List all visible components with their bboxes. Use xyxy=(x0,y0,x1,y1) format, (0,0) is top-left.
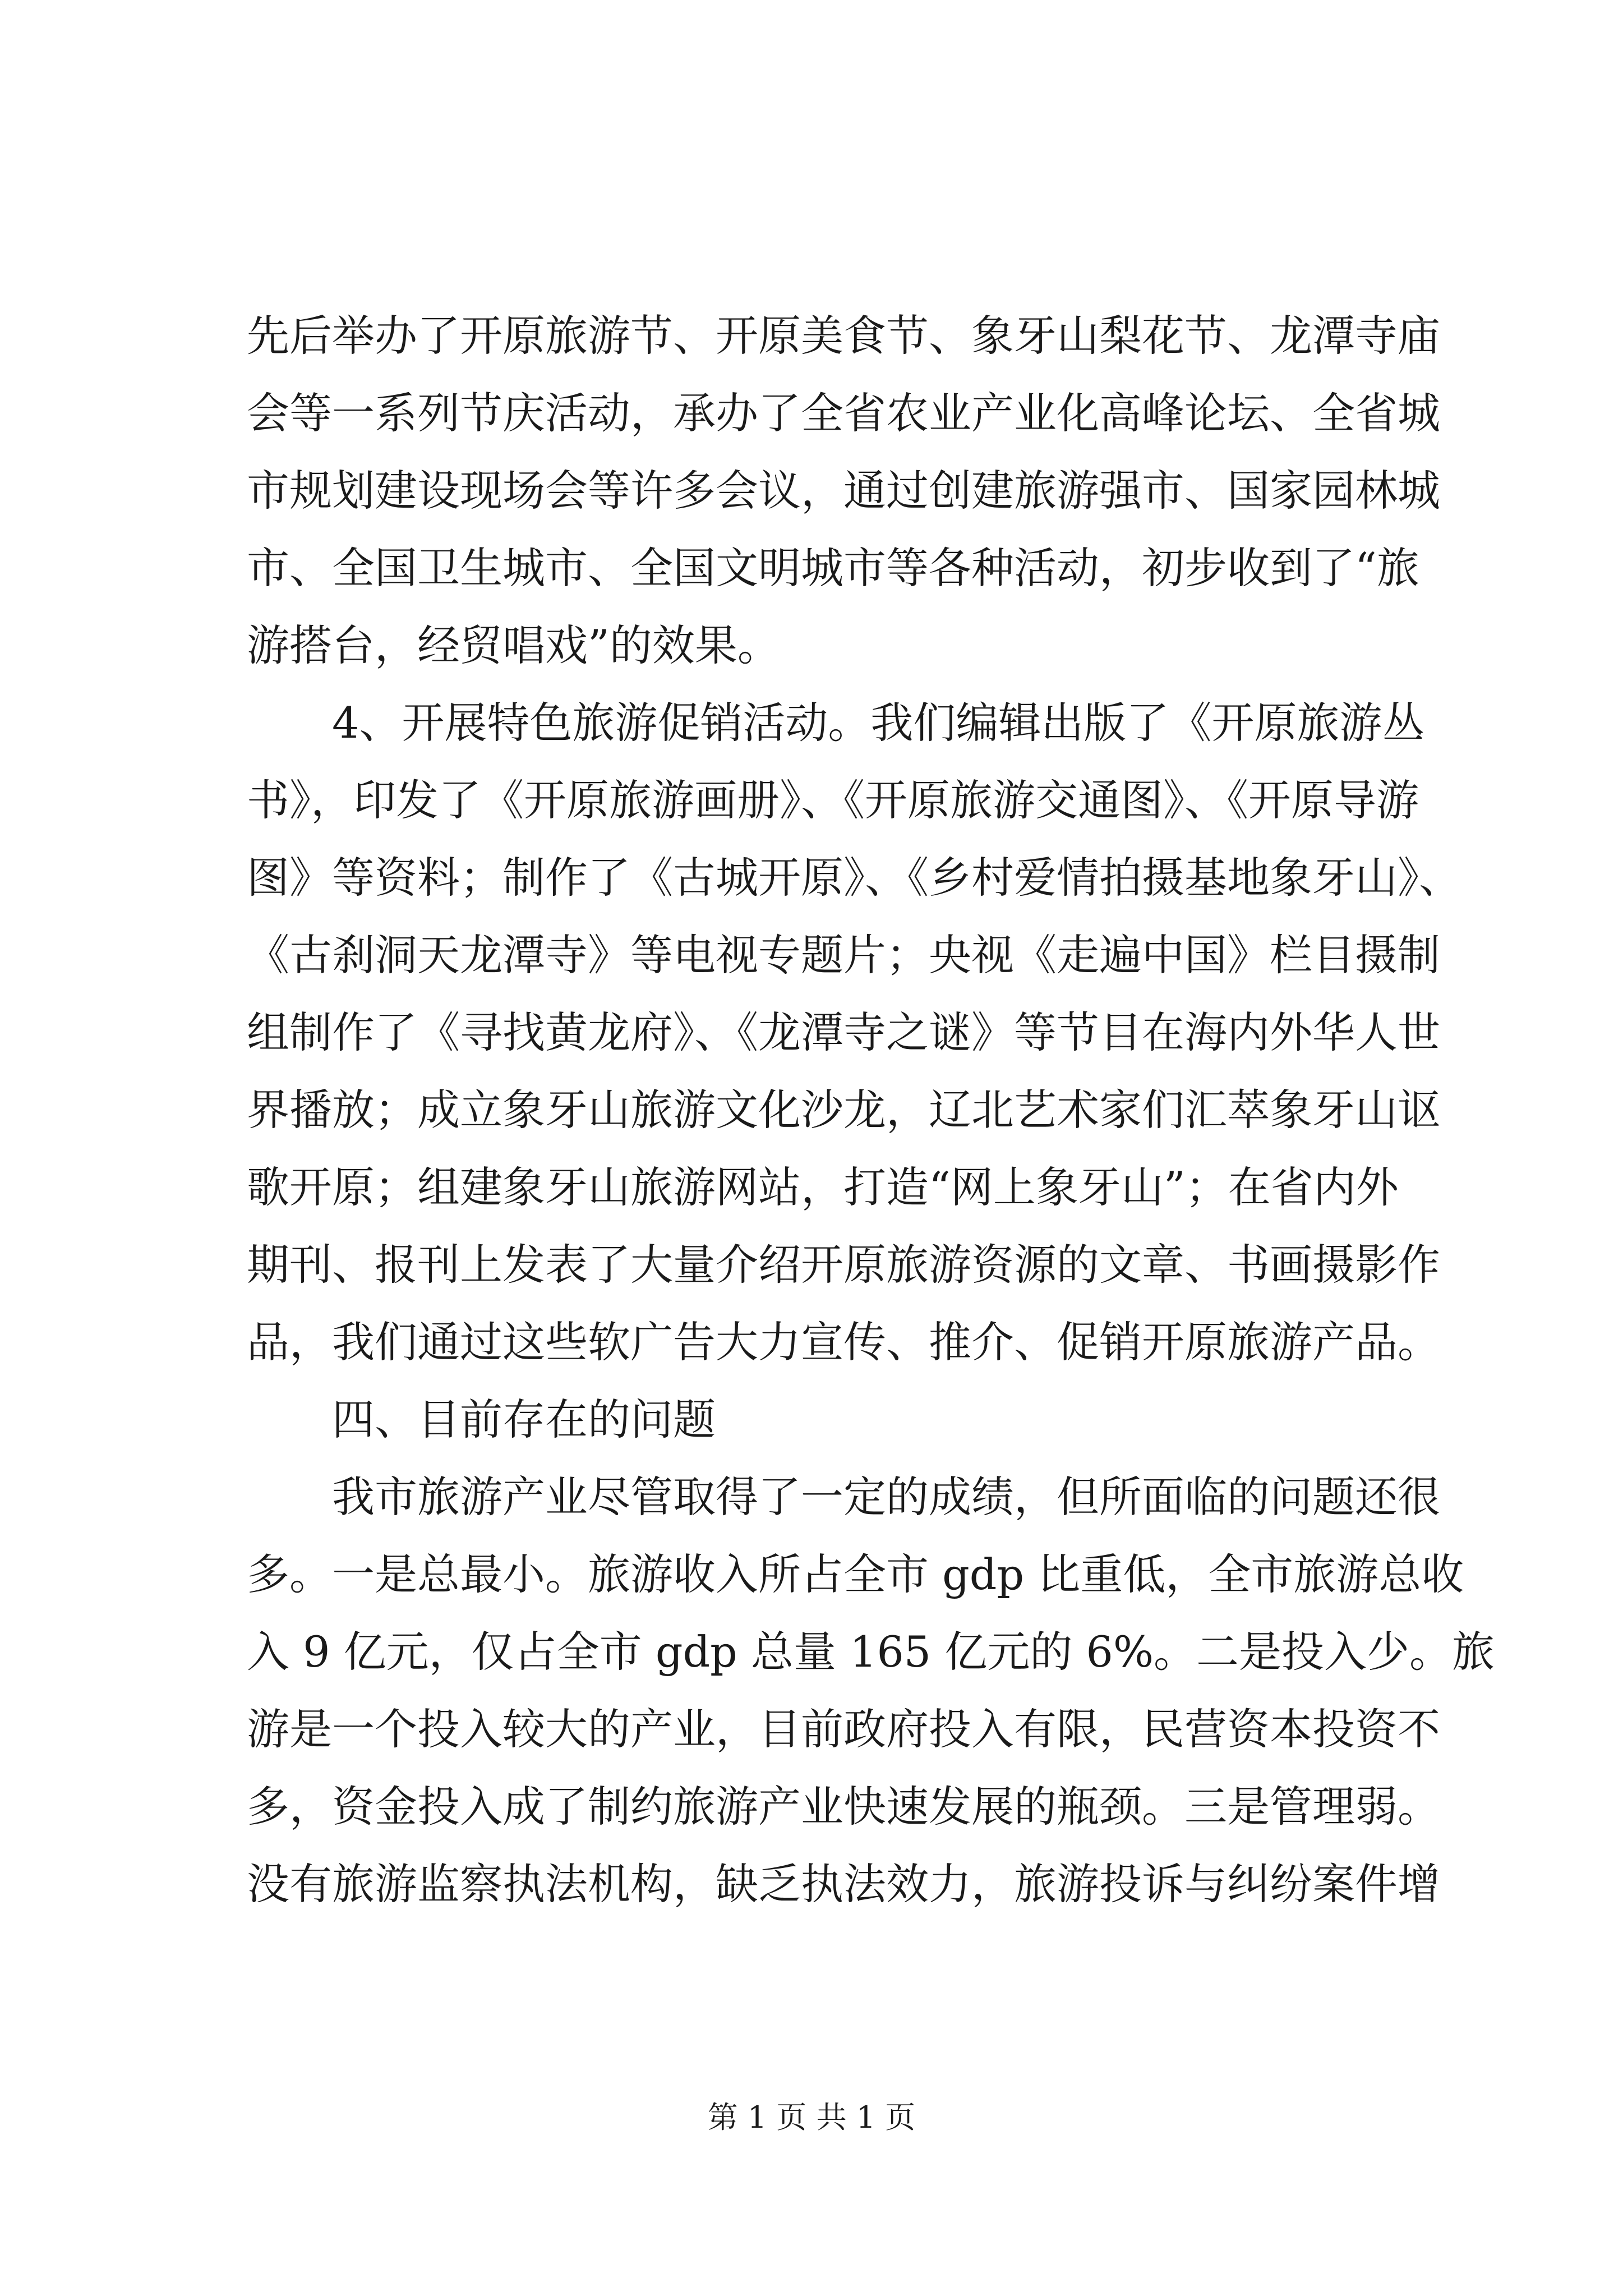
text-line: 游搭台，经贸唱戏”的效果。 xyxy=(247,620,780,670)
text-line: 市、全国卫生城市、全国文明城市等各种活动，初步收到了“旅 xyxy=(247,543,1419,593)
text-line: 书》，印发了《开原旅游画册》、《开原旅游交通图》、《开原导游 xyxy=(247,775,1419,825)
text-line: 多，资金投入成了制约旅游产业快速发展的瓶颈。三是管理弱。 xyxy=(247,1782,1440,1832)
text-line: 没有旅游监察执法机构，缺乏执法效力，旅游投诉与纠纷案件增 xyxy=(247,1859,1440,1909)
page-footer xyxy=(0,2098,1623,2137)
heading-text: 四、目前存在的问题 xyxy=(332,1395,716,1444)
text-line: 会等一系列节庆活动，承办了全省农业产业化高峰论坛、全省城 xyxy=(247,388,1440,438)
text-line: 我市旅游产业尽管取得了一定的成绩，但所面临的问题还很 xyxy=(332,1472,1440,1522)
text-line: 入 9 亿元，仅占全市 gdp 总量 165 亿元的 6%。二是投入少。旅 xyxy=(247,1627,1495,1677)
paragraph-problems xyxy=(247,1458,1495,1923)
text-line: 期刊、报刊上发表了大量介绍开原旅游资源的文章、书画摄影作 xyxy=(247,1240,1440,1290)
text-line: 市规划建设现场会等许多会议，通过创建旅游强市、国家园林城 xyxy=(247,466,1440,516)
page-number: 第 1 页 共 1 页 xyxy=(707,2100,916,2135)
section-heading xyxy=(247,1381,1424,1458)
paragraph-festivals xyxy=(247,297,1440,684)
text-line: 4、开展特色旅游促销活动。我们编辑出版了《开原旅游丛 xyxy=(332,698,1425,748)
document-body xyxy=(247,297,1495,1923)
text-line: 多。一是总最小。旅游收入所占全市 gdp 比重低，全市旅游总收 xyxy=(247,1549,1464,1599)
paragraph-promotion xyxy=(247,684,1461,1381)
text-line: 先后举办了开原旅游节、开原美食节、象牙山梨花节、龙潭寺庙 xyxy=(247,311,1440,361)
text-line: 界播放；成立象牙山旅游文化沙龙，辽北艺术家们汇萃象牙山讴 xyxy=(247,1085,1440,1135)
text-line: 图》等资料；制作了《古城开原》、《乡村爱情拍摄基地象牙山》、 xyxy=(247,853,1461,903)
text-line: 游是一个投入较大的产业，目前政府投入有限，民营资本投资不 xyxy=(247,1704,1440,1754)
text-line: 组制作了《寻找黄龙府》、《龙潭寺之谜》等节目在海内外华人世 xyxy=(247,1007,1440,1057)
text-line: 歌开原；组建象牙山旅游网站，打造“网上象牙山”；在省内外 xyxy=(247,1162,1399,1212)
text-line: 品，我们通过这些软广告大力宣传、推介、促销开原旅游产品。 xyxy=(247,1317,1440,1367)
text-line: 《古刹洞天龙潭寺》等电视专题片；央视《走遍中国》栏目摄制 xyxy=(247,930,1440,980)
